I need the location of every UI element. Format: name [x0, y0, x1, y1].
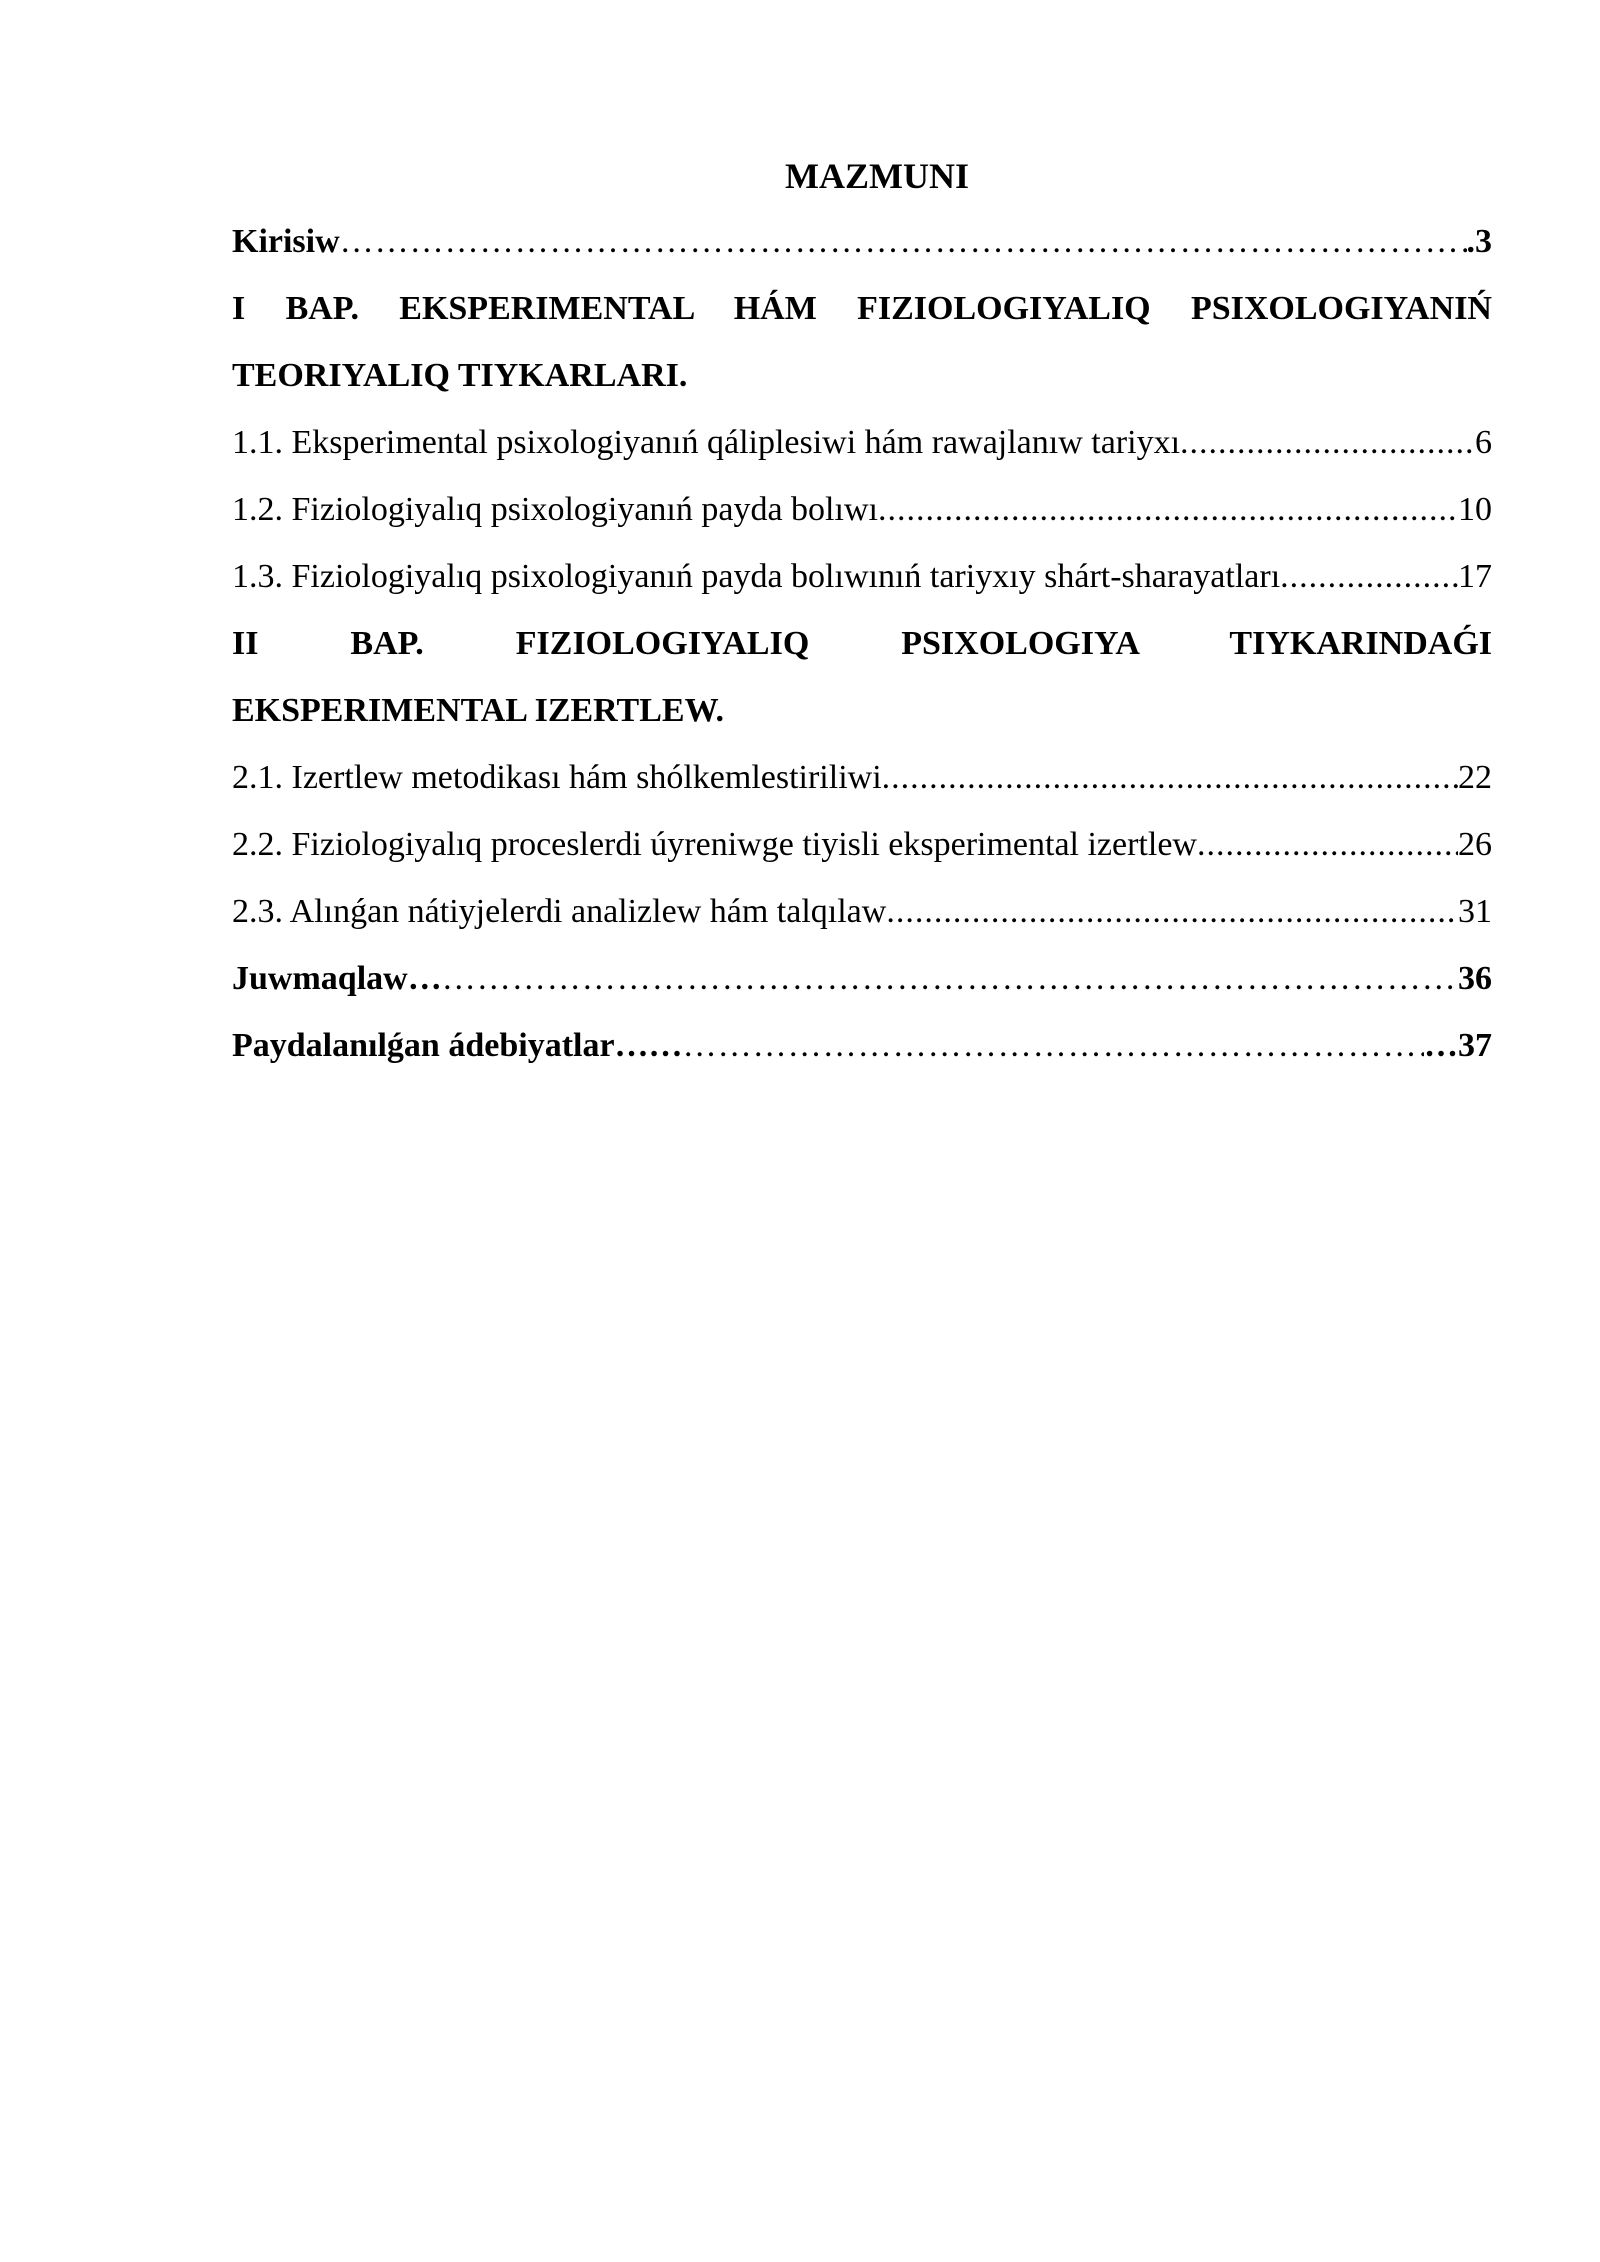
toc-entry-2-3[interactable]	[232, 878, 1492, 945]
toc-entry-label: 1.1. Eksperimental psixologiyanıń qáliplesiwi hám rawajlanıw tariyxı	[232, 424, 1181, 461]
toc-page-number: 22	[1458, 759, 1492, 796]
chapter-2-heading[interactable]	[232, 610, 1492, 744]
dot-leader	[683, 1012, 1424, 1079]
toc-page-number: 6	[1475, 424, 1492, 461]
dot-leader	[340, 208, 1467, 275]
toc-entry-intro[interactable]	[232, 208, 1492, 275]
toc-entry-conclusion[interactable]	[232, 945, 1492, 1012]
toc-entry-label: 1.3. Fiziologiyalıq psixologiyanıń payda bolıwınıń tariyxıy shárt-sharayatları	[232, 558, 1281, 595]
toc-entry-label: 2.2. Fiziologiyalıq proceslerdi úyreniwge tiyisli eksperimental izertlew	[232, 826, 1197, 863]
toc-entry-label: Kirisiw	[232, 223, 340, 260]
toc-page-number: …37	[1424, 1027, 1492, 1064]
dot-leader	[886, 878, 1458, 945]
dot-leader	[878, 476, 1458, 543]
dot-leader	[882, 744, 1458, 811]
toc-entry-2-1[interactable]	[232, 744, 1492, 811]
chapter-1-title-line-1: I BAP. EKSPERIMENTAL HÁM FIZIOLOGIYALIQ PSIXOLOGIYANIŃ	[232, 290, 1492, 327]
dot-leader	[1280, 543, 1458, 610]
toc-entry-1-2[interactable]	[232, 476, 1492, 543]
chapter-2-title-line-1: II BAP. FIZIOLOGIYALIQ PSIXOLOGIYA TIYKARINDAǴI	[232, 625, 1492, 662]
toc-page-number: 17	[1458, 558, 1492, 595]
toc-entry-label: 2.1. Izertlew metodikası hám shólkemlestiriliwi	[232, 759, 882, 796]
table-of-contents	[232, 150, 1492, 1079]
toc-title: MAZMUNI	[785, 156, 969, 196]
toc-entry-label: 2.3. Alınǵan nátiyjelerdi analizlew hám talqılaw	[232, 893, 887, 930]
toc-entry-references[interactable]	[232, 1012, 1492, 1079]
toc-entry-1-3[interactable]	[232, 543, 1492, 610]
toc-page-number: .3	[1466, 223, 1492, 260]
toc-page-number: 31	[1458, 893, 1492, 930]
toc-page-number: 26	[1458, 826, 1492, 863]
toc-page-number: 36	[1458, 960, 1492, 997]
toc-entry-label: 1.2. Fiziologiyalıq psixologiyanıń payda bolıwı	[232, 491, 878, 528]
dot-leader	[1197, 811, 1458, 878]
toc-entry-1-1[interactable]	[232, 409, 1492, 476]
dot-leader	[1180, 409, 1475, 476]
toc-entry-2-2[interactable]	[232, 811, 1492, 878]
toc-entry-label: Juwmaqlaw…	[232, 960, 442, 997]
toc-page-number: 10	[1458, 491, 1492, 528]
chapter-1-title-line-2: TEORIYALIQ TIYKARLARI.	[232, 357, 688, 394]
chapter-1-heading[interactable]	[232, 275, 1492, 409]
chapter-2-title-line-2: EKSPERIMENTAL IZERTLEW.	[232, 692, 724, 729]
toc-entry-label: Paydalanılǵan ádebiyatlar……	[232, 1027, 683, 1064]
dot-leader	[442, 945, 1458, 1012]
